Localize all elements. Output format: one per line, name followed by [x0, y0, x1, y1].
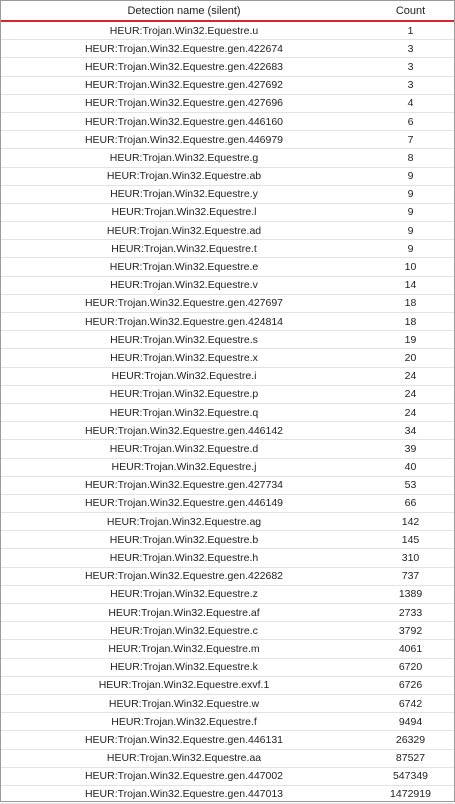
table-row	[1, 694, 454, 712]
count-cell: 9494	[367, 713, 454, 731]
table-row	[1, 40, 454, 58]
count-cell: 737	[367, 567, 454, 585]
detection-name-cell: HEUR:Trojan.Win32.Equestre.gen.446142	[1, 422, 367, 440]
detection-name-cell: HEUR:Trojan.Win32.Equestre.s	[1, 331, 367, 349]
table-row	[1, 440, 454, 458]
count-cell: 24	[367, 385, 454, 403]
count-cell: 6	[367, 112, 454, 130]
table-row	[1, 458, 454, 476]
table-row	[1, 349, 454, 367]
detection-name-cell: HEUR:Trojan.Win32.Equestre.g	[1, 149, 367, 167]
count-cell: 18	[367, 294, 454, 312]
count-cell: 8	[367, 149, 454, 167]
detection-name-cell: HEUR:Trojan.Win32.Equestre.j	[1, 458, 367, 476]
count-cell: 53	[367, 476, 454, 494]
table-row	[1, 167, 454, 185]
detection-name-cell: HEUR:Trojan.Win32.Equestre.gen.447002	[1, 767, 367, 785]
detection-name-cell: HEUR:Trojan.Win32.Equestre.exvf.1	[1, 676, 367, 694]
table-row	[1, 294, 454, 312]
table-row	[1, 258, 454, 276]
detection-name-cell: HEUR:Trojan.Win32.Equestre.gen.446160	[1, 112, 367, 130]
table-row	[1, 494, 454, 512]
count-cell: 2733	[367, 604, 454, 622]
count-cell: 34	[367, 422, 454, 440]
table-row	[1, 76, 454, 94]
table-row	[1, 403, 454, 421]
count-cell: 1	[367, 21, 454, 40]
detection-name-cell: HEUR:Trojan.Win32.Equestre.l	[1, 203, 367, 221]
count-cell: 87527	[367, 749, 454, 767]
detection-name-cell: HEUR:Trojan.Win32.Equestre.ab	[1, 167, 367, 185]
table-row	[1, 367, 454, 385]
table-row	[1, 513, 454, 531]
table-row	[1, 94, 454, 112]
table-row	[1, 785, 454, 803]
detection-name-cell: HEUR:Trojan.Win32.Equestre.ag	[1, 513, 367, 531]
detection-name-cell: HEUR:Trojan.Win32.Equestre.gen.427696	[1, 94, 367, 112]
table-row	[1, 149, 454, 167]
count-cell: 1472919	[367, 785, 454, 803]
count-cell: 4061	[367, 640, 454, 658]
detection-name-cell: HEUR:Trojan.Win32.Equestre.c	[1, 622, 367, 640]
table-row	[1, 112, 454, 130]
detection-name-cell: HEUR:Trojan.Win32.Equestre.gen.422682	[1, 567, 367, 585]
table-row	[1, 604, 454, 622]
count-cell: 142	[367, 513, 454, 531]
detection-name-cell: HEUR:Trojan.Win32.Equestre.aa	[1, 749, 367, 767]
count-cell: 6726	[367, 676, 454, 694]
detection-name-cell: HEUR:Trojan.Win32.Equestre.v	[1, 276, 367, 294]
count-cell: 10	[367, 258, 454, 276]
detection-name-cell: HEUR:Trojan.Win32.Equestre.q	[1, 403, 367, 421]
detection-name-cell: HEUR:Trojan.Win32.Equestre.i	[1, 367, 367, 385]
column-header-detection-name: Detection name (silent)	[1, 1, 367, 21]
count-cell: 4	[367, 94, 454, 112]
detection-name-cell: HEUR:Trojan.Win32.Equestre.y	[1, 185, 367, 203]
count-cell: 24	[367, 403, 454, 421]
detection-name-cell: HEUR:Trojan.Win32.Equestre.gen.447013	[1, 785, 367, 803]
count-cell: 145	[367, 531, 454, 549]
detection-name-cell: HEUR:Trojan.Win32.Equestre.af	[1, 604, 367, 622]
table-row	[1, 567, 454, 585]
table-row	[1, 531, 454, 549]
detection-name-cell: HEUR:Trojan.Win32.Equestre.b	[1, 531, 367, 549]
table-row	[1, 640, 454, 658]
count-cell: 66	[367, 494, 454, 512]
count-cell: 9	[367, 203, 454, 221]
detection-name-cell: HEUR:Trojan.Win32.Equestre.u	[1, 21, 367, 40]
count-cell: 3	[367, 58, 454, 76]
count-cell: 40	[367, 458, 454, 476]
count-cell: 1389	[367, 585, 454, 603]
detection-name-cell: HEUR:Trojan.Win32.Equestre.h	[1, 549, 367, 567]
table-row	[1, 658, 454, 676]
table-row	[1, 21, 454, 40]
detection-name-cell: HEUR:Trojan.Win32.Equestre.gen.446979	[1, 131, 367, 149]
detection-name-cell: HEUR:Trojan.Win32.Equestre.m	[1, 640, 367, 658]
count-cell: 24	[367, 367, 454, 385]
table-row	[1, 731, 454, 749]
count-cell: 6742	[367, 694, 454, 712]
table-row	[1, 713, 454, 731]
count-cell: 19	[367, 331, 454, 349]
table-row	[1, 749, 454, 767]
table-row	[1, 585, 454, 603]
detection-name-cell: HEUR:Trojan.Win32.Equestre.gen.422683	[1, 58, 367, 76]
detection-name-cell: HEUR:Trojan.Win32.Equestre.gen.422674	[1, 40, 367, 58]
count-cell: 9	[367, 167, 454, 185]
count-cell: 547349	[367, 767, 454, 785]
count-cell: 14	[367, 276, 454, 294]
table-body	[1, 21, 454, 804]
table-row	[1, 622, 454, 640]
detection-name-cell: HEUR:Trojan.Win32.Equestre.d	[1, 440, 367, 458]
table-row	[1, 58, 454, 76]
table-row	[1, 331, 454, 349]
table-row	[1, 385, 454, 403]
table-row	[1, 240, 454, 258]
detections-table	[1, 1, 454, 804]
table-row	[1, 549, 454, 567]
count-cell: 9	[367, 240, 454, 258]
count-cell: 39	[367, 440, 454, 458]
count-cell: 6720	[367, 658, 454, 676]
count-cell: 9	[367, 185, 454, 203]
table-row	[1, 203, 454, 221]
table-row	[1, 422, 454, 440]
table-row	[1, 222, 454, 240]
count-cell: 26329	[367, 731, 454, 749]
table-row	[1, 185, 454, 203]
count-cell: 20	[367, 349, 454, 367]
detection-name-cell: HEUR:Trojan.Win32.Equestre.e	[1, 258, 367, 276]
table-row	[1, 131, 454, 149]
count-cell: 3	[367, 40, 454, 58]
table-row	[1, 676, 454, 694]
detection-name-cell: HEUR:Trojan.Win32.Equestre.gen.427692	[1, 76, 367, 94]
count-cell: 3	[367, 76, 454, 94]
table-row	[1, 767, 454, 785]
column-header-count: Count	[367, 1, 454, 21]
table-row	[1, 476, 454, 494]
header-row	[1, 1, 454, 21]
table-header	[1, 1, 454, 21]
detection-name-cell: HEUR:Trojan.Win32.Equestre.x	[1, 349, 367, 367]
detection-name-cell: HEUR:Trojan.Win32.Equestre.gen.424814	[1, 313, 367, 331]
detection-name-cell: HEUR:Trojan.Win32.Equestre.gen.446149	[1, 494, 367, 512]
detection-name-cell: HEUR:Trojan.Win32.Equestre.z	[1, 585, 367, 603]
detection-name-cell: HEUR:Trojan.Win32.Equestre.ad	[1, 222, 367, 240]
count-cell: 18	[367, 313, 454, 331]
detection-name-cell: HEUR:Trojan.Win32.Equestre.gen.446131	[1, 731, 367, 749]
detection-name-cell: HEUR:Trojan.Win32.Equestre.t	[1, 240, 367, 258]
count-cell: 7	[367, 131, 454, 149]
detection-name-cell: HEUR:Trojan.Win32.Equestre.w	[1, 694, 367, 712]
count-cell: 9	[367, 222, 454, 240]
count-cell: 310	[367, 549, 454, 567]
detection-name-cell: HEUR:Trojan.Win32.Equestre.k	[1, 658, 367, 676]
count-cell: 3792	[367, 622, 454, 640]
detection-name-cell: HEUR:Trojan.Win32.Equestre.gen.427734	[1, 476, 367, 494]
detection-name-cell: HEUR:Trojan.Win32.Equestre.p	[1, 385, 367, 403]
detection-name-cell: HEUR:Trojan.Win32.Equestre.f	[1, 713, 367, 731]
table-row	[1, 313, 454, 331]
table-row	[1, 276, 454, 294]
detection-name-cell: HEUR:Trojan.Win32.Equestre.gen.427697	[1, 294, 367, 312]
